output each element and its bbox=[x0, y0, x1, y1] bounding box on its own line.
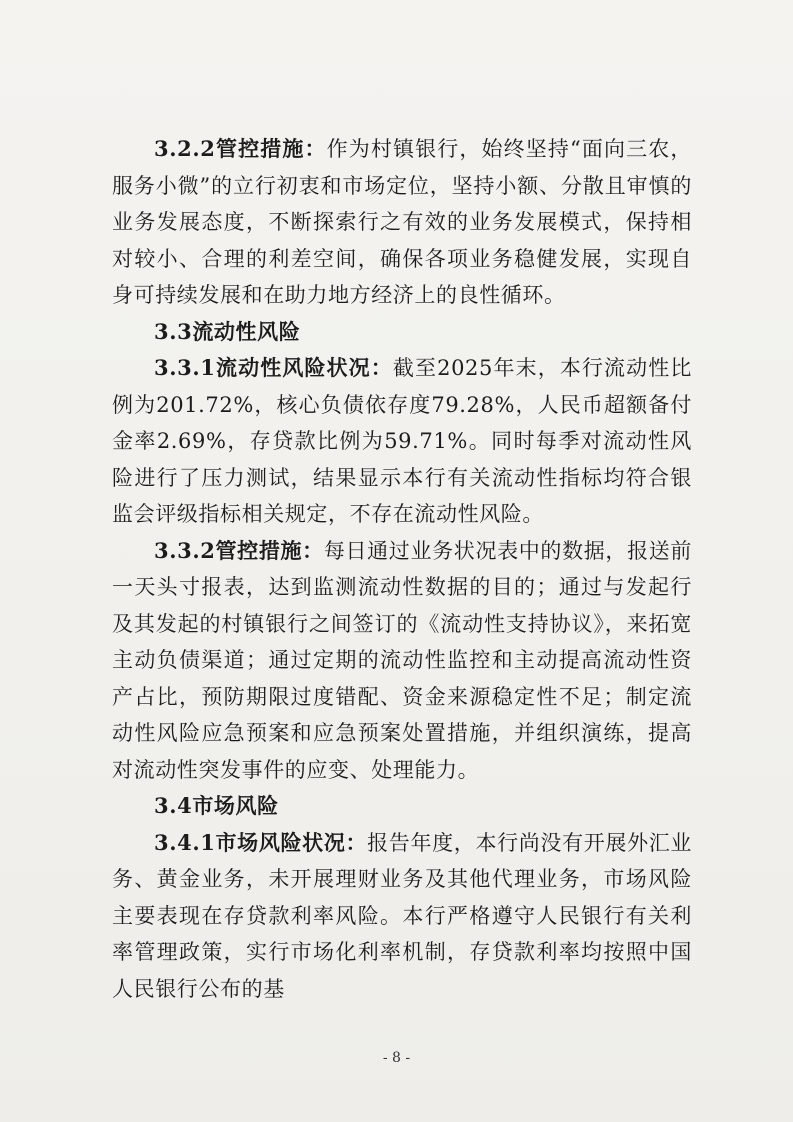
page-number: - 8 - bbox=[382, 1050, 411, 1066]
body-text bbox=[112, 131, 692, 1007]
section-heading-3-4 bbox=[112, 788, 692, 825]
paragraph-text: 作为村镇银行，始终坚持“面向三农，服务小微”的立行初衷和市场定位，坚持小额、分散且审慎的业务发展态度，不断探索行之有效的业务发展模式，保持相对较小、合理的利差空间，确保各项业务稳健发展，实现自身可持续发展和在助力地方经济上的良性循环。 bbox=[112, 137, 692, 307]
paragraph-heading: 3.2.2管控措施： bbox=[154, 136, 327, 161]
paragraph-heading: 3.3.2管控措施： bbox=[154, 537, 324, 563]
paragraph-text: 每日通过业务状况表中的数据，报送前一天头寸报表，达到监测流动性数据的目的；通过与发起行及其发起的村镇银行之间签订的《流动性支持协议》，来拓宽主动负债渠道；通过定期的流动性监控和主动提高流动性资产占比，预防期限过度错配、资金来源稳定性不足；制定流动性风险应急预案和应急预案处置措施，并组织演练，提高对流动性突发事件的应变、处理能力。 bbox=[112, 538, 692, 782]
paragraph-3-4-1 bbox=[112, 825, 692, 1008]
paragraph-text: 截至2025年末，本行流动性比例为201.72%，核心负债依存度79.28%，人民币超额备付金率2.69%，存贷款比例为59.71%。同时每季对流动性风险进行了压力测试，结果显示本行有关流动性指标均符合银监会评级指标相关规定，不存在流动性风险。 bbox=[112, 356, 692, 526]
paragraph-heading: 3.4.1市场风险状况： bbox=[154, 829, 368, 855]
paragraph-text: 报告年度，本行尚没有开展外汇业务、黄金业务，未开展理财业务及其他代理业务，市场风险主要表现在存贷款利率风险。本行严格遵守人民银行有关利率管理政策，实行市场化利率机制，存贷款利率均按照中国人民银行公布的基 bbox=[112, 830, 692, 1001]
section-heading-text: 3.4市场风险 bbox=[154, 793, 279, 818]
section-heading-3-3 bbox=[112, 314, 692, 351]
paragraph-3-3-2 bbox=[112, 533, 692, 789]
paragraph-3-2-2 bbox=[112, 131, 692, 314]
paragraph-3-3-1 bbox=[112, 350, 692, 533]
section-heading-text: 3.3流动性风险 bbox=[154, 318, 301, 344]
paragraph-heading: 3.3.1流动性风险状况： bbox=[154, 355, 393, 380]
